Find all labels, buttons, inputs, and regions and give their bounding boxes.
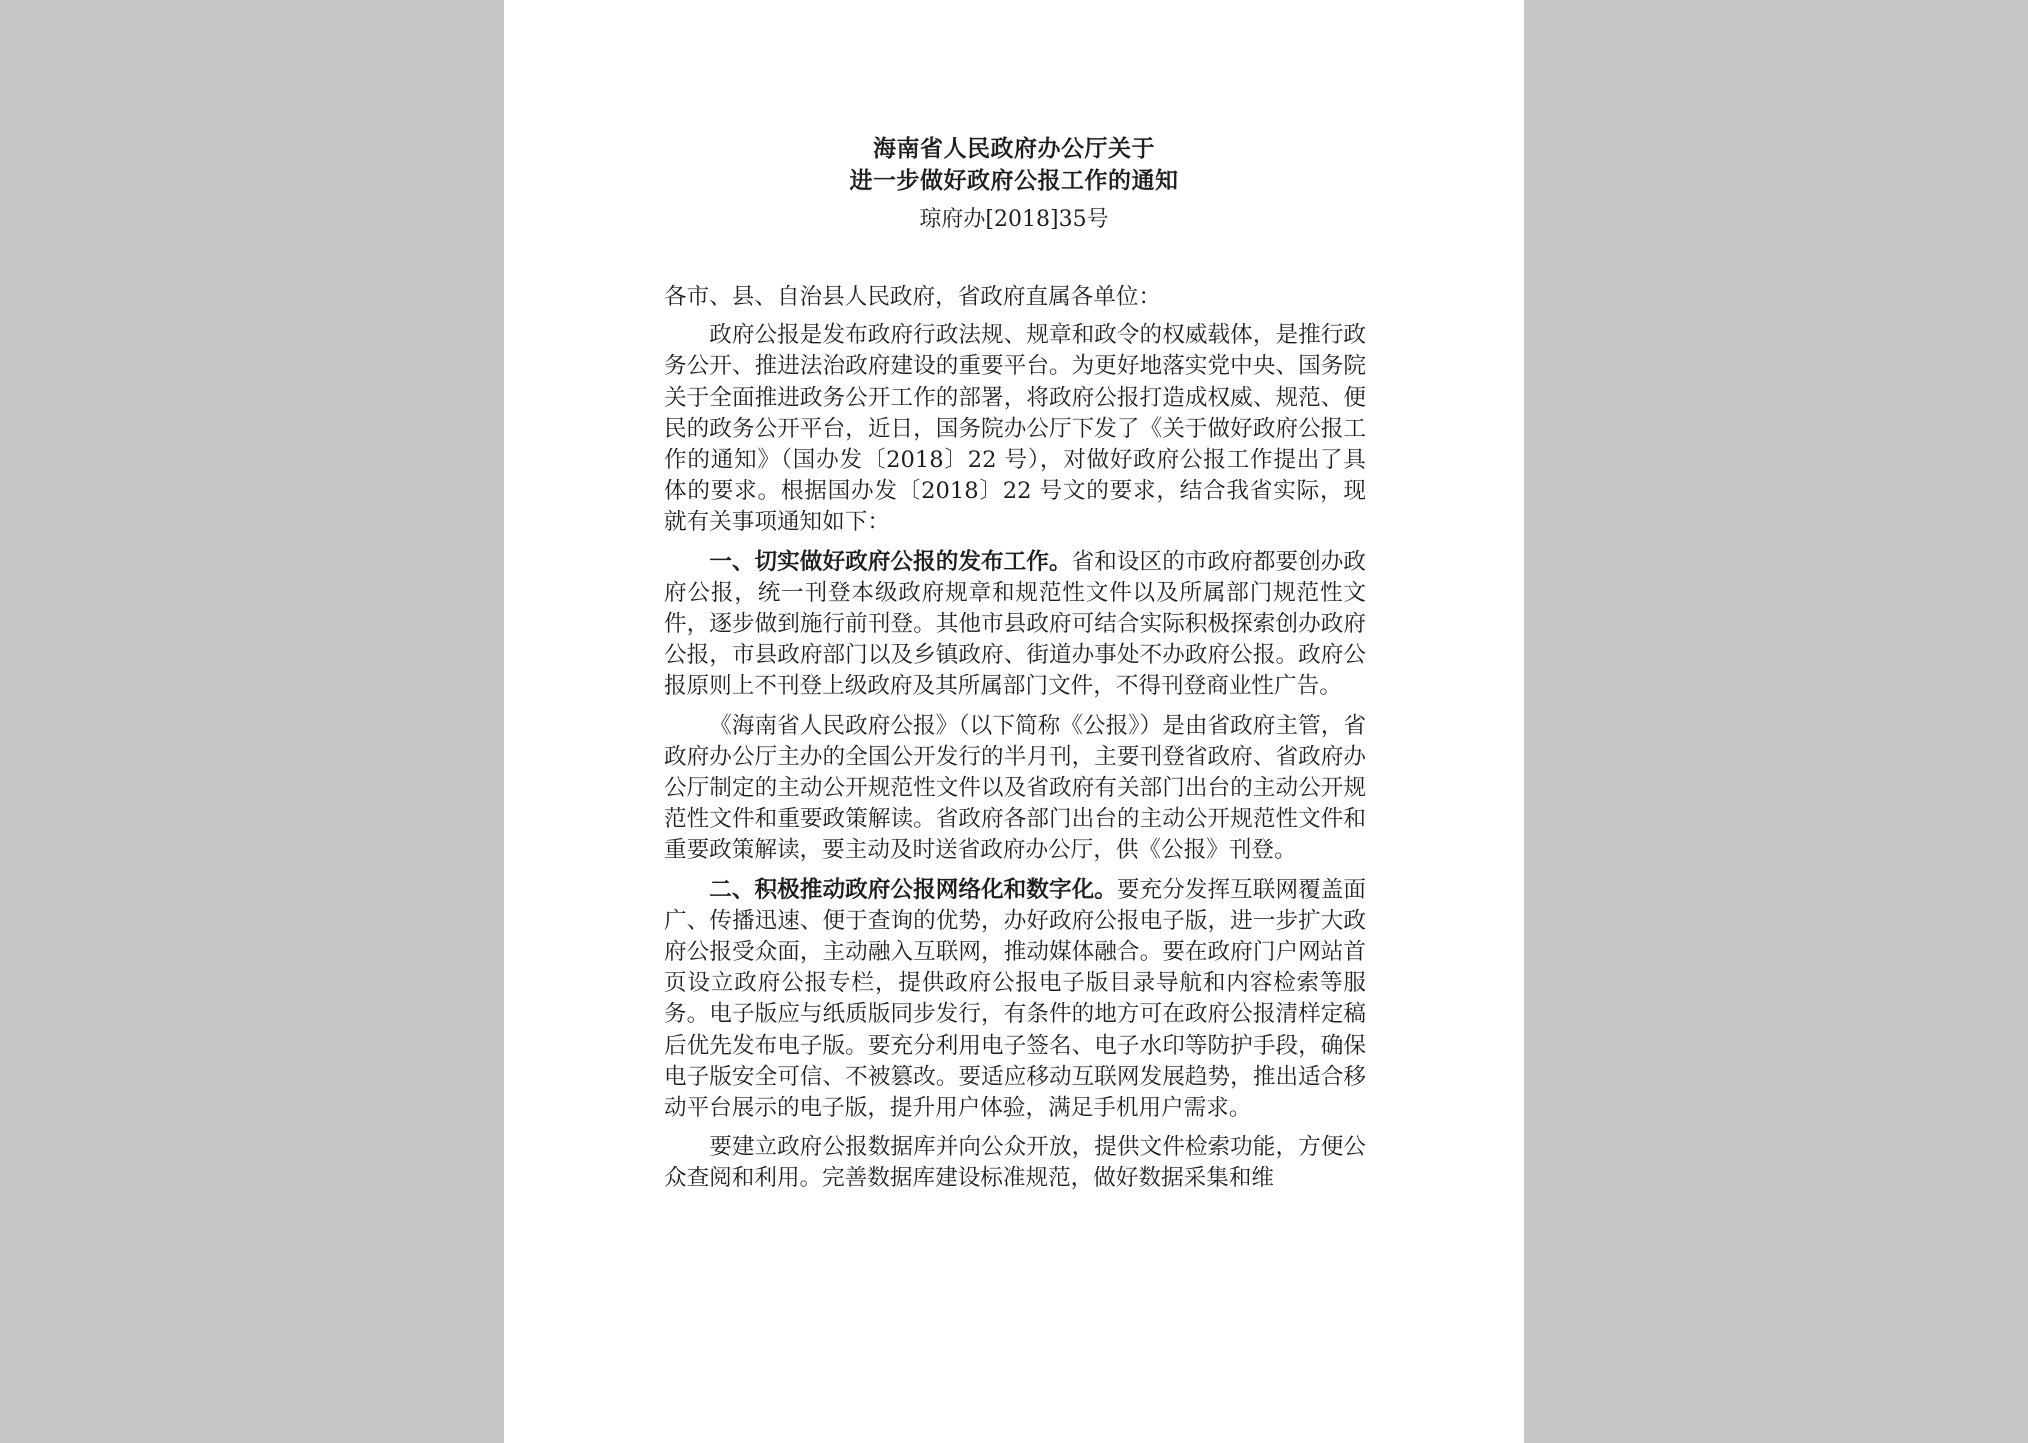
paragraph-3-text: 《海南省人民政府公报》（以下简称《公报》）是由省政府主管，省政府办公厅主办的全国公开发行的半月刊，主要刊登省政府、省政府办公厅制定的主动公开规范性文件以及省政府有关部门出台的主动公开规范性文件和重要政策解读。省政府各部门出台的主动公开规范性文件和重要政策解读，要主动及时送省政府办公厅，供《公报》刊登。 [664, 712, 1366, 864]
document-page [504, 0, 1524, 1443]
paragraph-2 [664, 547, 1366, 703]
paragraph-5-text: 要建立政府公报数据库并向公众开放，提供文件检索功能，方便公众查阅和利用。完善数据库建设标准规范，做好数据采集和维 [664, 1134, 1366, 1192]
paragraph-5 [664, 1132, 1366, 1194]
document-body [664, 282, 1366, 1203]
document-title-line-2: 进一步做好政府公报工作的通知 [849, 167, 1179, 194]
paragraph-4-text: 要充分发挥互联网覆盖面广、传播迅速、便于查询的优势，办好政府公报电子版，进一步扩大政府公报受众面，主动融入互联网，推动媒体融合。要在政府门户网站首页设立政府公报专栏，提供政府公报电子版目录导航和内容检索等服务。电子版应与纸质版同步发行，有条件的地方可在政府公报清样定稿后优先发布电子版。要充分利用电子签名、电子水印等防护手段，确保电子版安全可信、不被篡改。要适应移动互联网发展趋势，推出适合移动平台展示的电子版，提升用户体验，满足手机用户需求。 [664, 876, 1367, 1122]
section-2-heading: 二、积极推动政府公报网络化和数字化。 [709, 876, 1117, 903]
section-1-heading: 一、切实做好政府公报的发布工作。 [709, 548, 1072, 575]
salutation: 各市、县、自治县人民政府，省政府直属各单位： [664, 284, 1162, 310]
document-title-line-1: 海南省人民政府办公厅关于 [873, 135, 1155, 162]
paragraph-2-text: 省和设区的市政府都要创办政府公报，统一刊登本级政府规章和规范性文件以及所属部门规范性文件，逐步做到施行前刊登。其他市县政府可结合实际积极探索创办政府公报，市县政府部门以及乡镇政府、街道办事处不办政府公报。政府公报原则上不刊登上级政府及其所属部门文件，不得刊登商业性广告。 [664, 548, 1367, 700]
paragraph-3 [664, 711, 1366, 867]
paragraph-1 [664, 320, 1366, 538]
paragraph-1-text: 政府公报是发布政府行政法规、规章和政令的权威载体，是推行政务公开、推进法治政府建设的重要平台。为更好地落实党中央、国务院关于全面推进政务公开工作的部署，将政府公报打造成权威、规范、便民的政务公开平台，近日，国务院办公厅下发了《关于做好政府公报工作的通知》（国办发〔2018〕22 号），对做好政府公报工作提出了具体的要求。根据国办发〔2018〕22 号文的要求，结合我省实际，现就有关事项通知如下： [664, 322, 1366, 536]
document-number: 琼府办[2018]35号 [919, 207, 1109, 232]
paragraph-4 [664, 875, 1366, 1125]
